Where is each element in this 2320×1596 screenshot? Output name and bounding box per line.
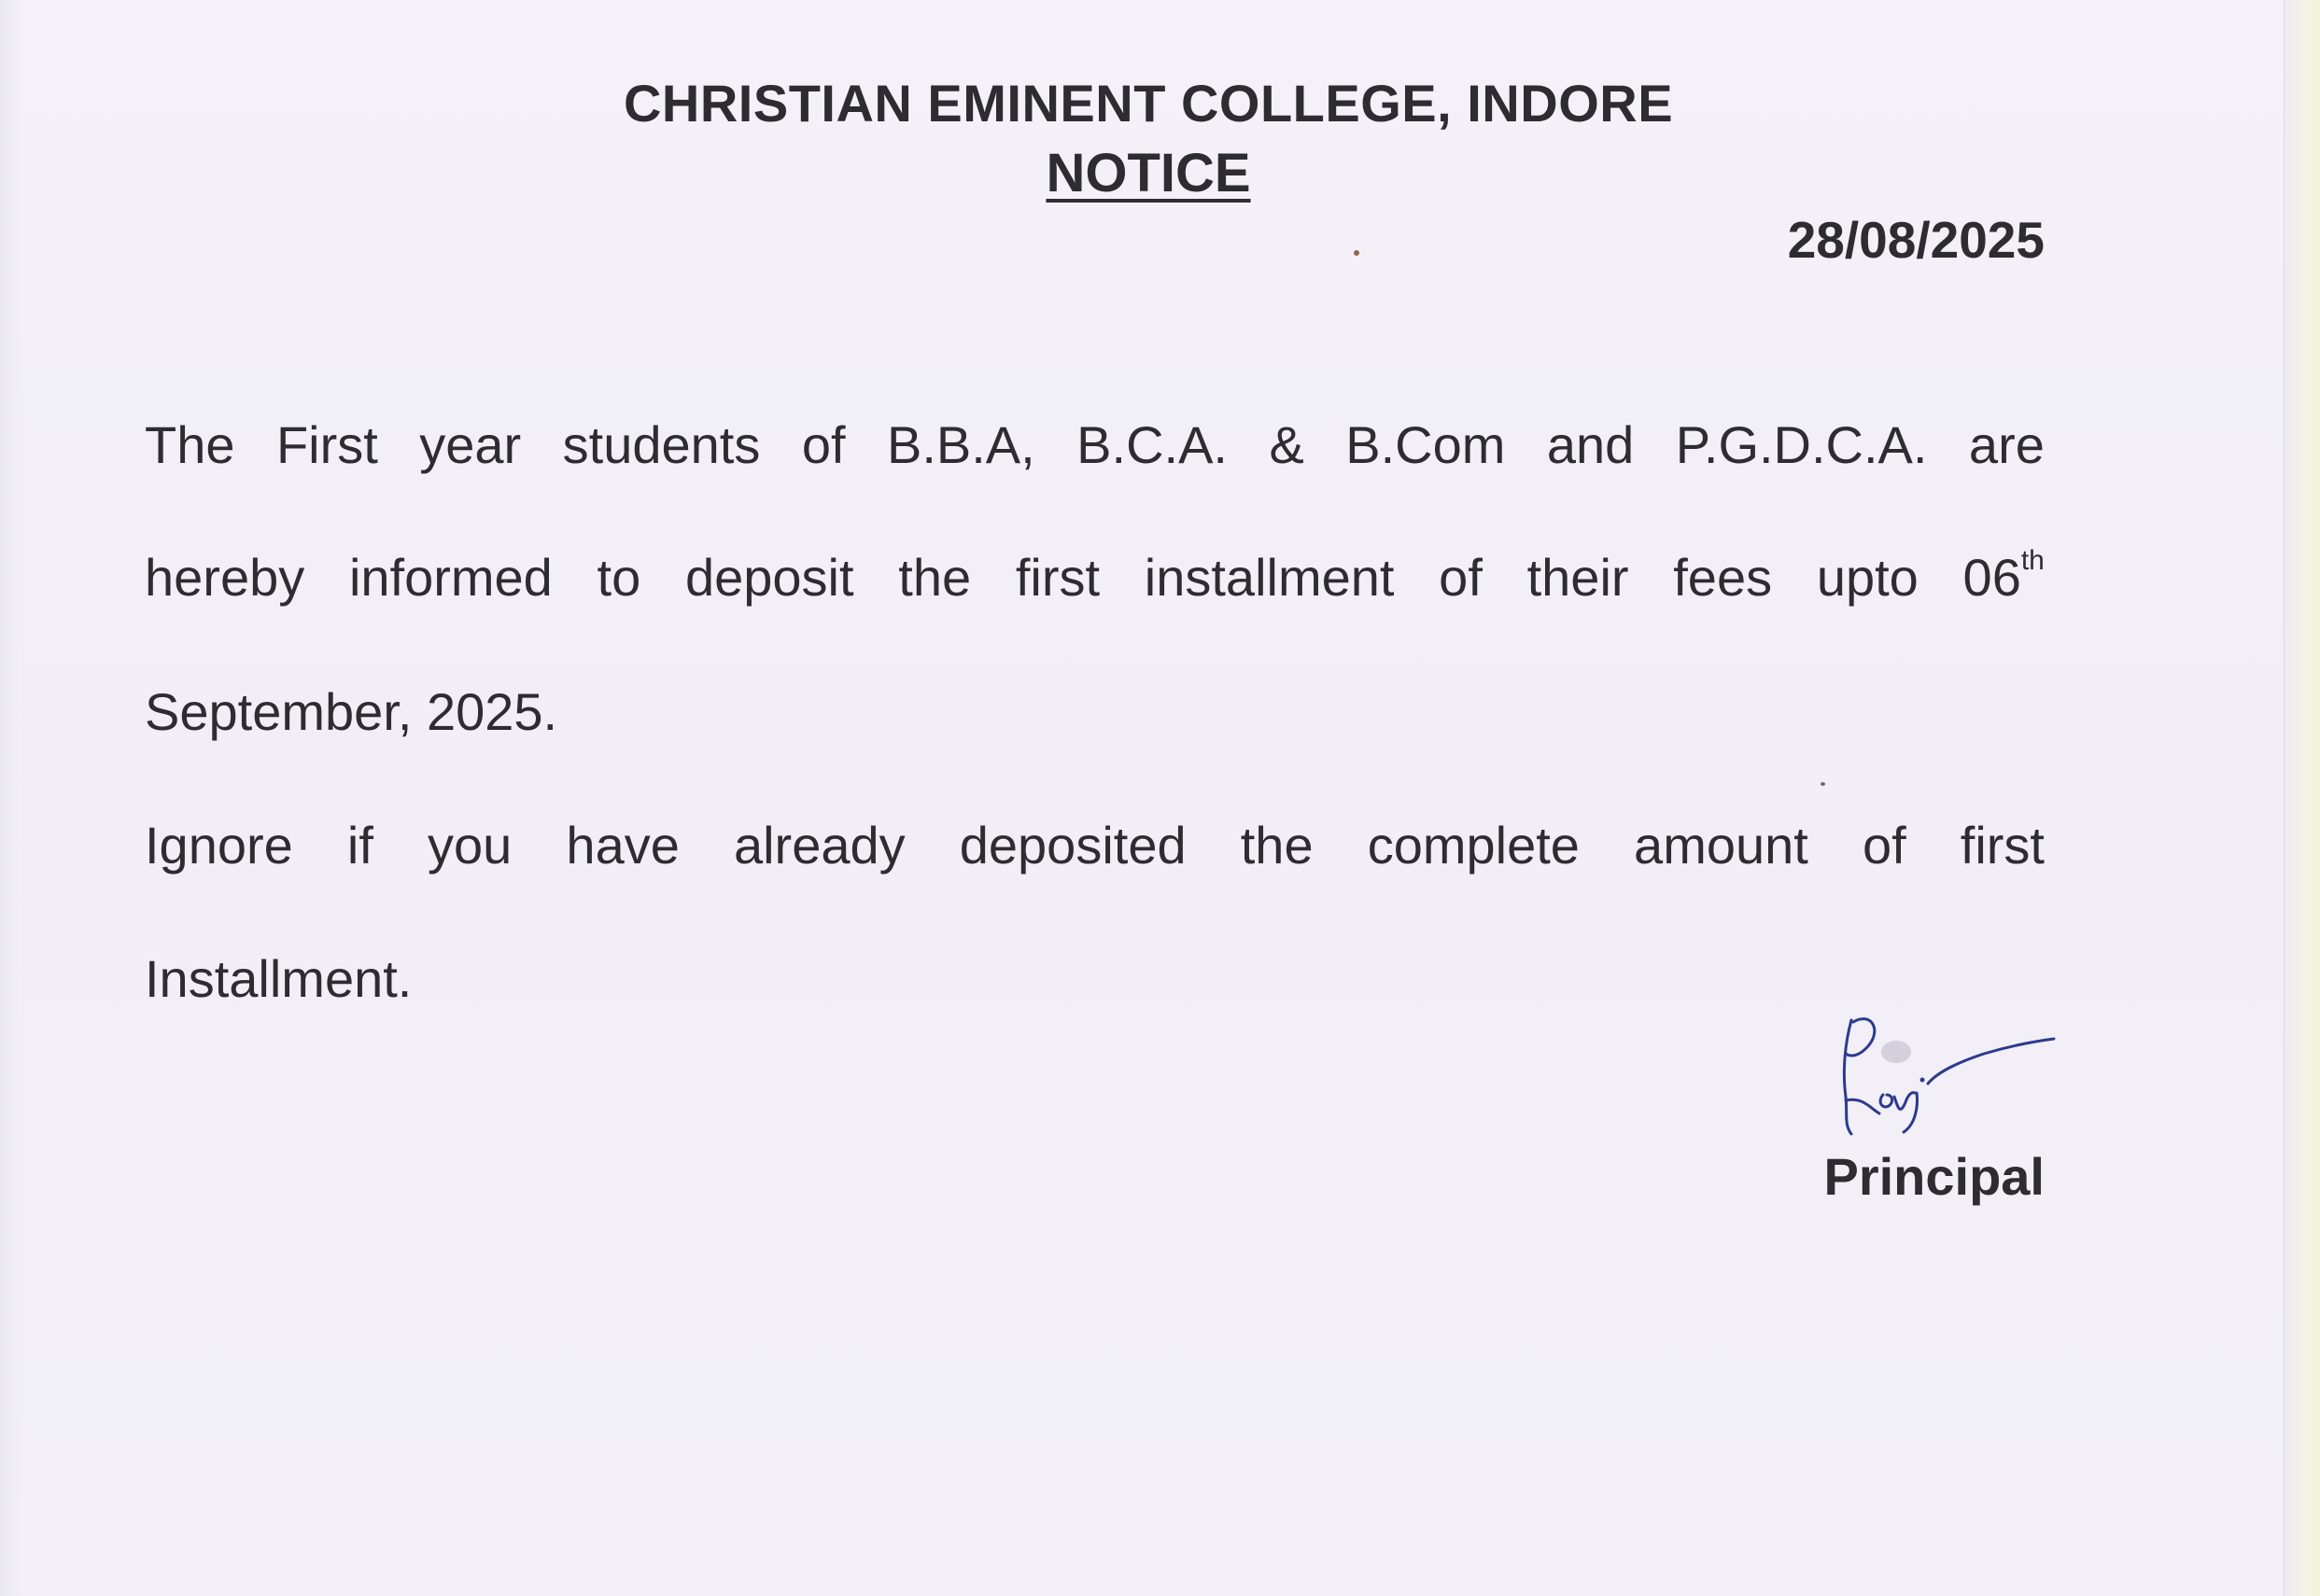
body-word: already [733,816,906,875]
body-word: amount [1634,816,1808,875]
body-word: the [1240,816,1314,875]
body-word: the [898,548,972,607]
body-word: first [1015,548,1101,607]
body-line-3: September, 2025. [145,682,558,741]
deadline-day-number: 06 [1962,548,2021,607]
body-word: & [1269,415,1304,474]
body-line-2 [145,547,2045,608]
notice-title: NOTICE [1046,143,1251,203]
body-word: hereby [145,548,305,607]
body-word: of [801,415,846,474]
body-word: have [566,816,680,875]
paper-speck [1821,782,1825,786]
body-word: and [1546,415,1635,474]
body-word: deposit [684,548,854,607]
institution-name: CHRISTIAN EMINENT COLLEGE, INDORE [623,74,1674,133]
body-word: P.G.D.C.A. [1675,415,1928,474]
notice-date: 28/08/2025 [1787,211,2045,269]
body-word: complete [1367,816,1580,875]
body-word: deposited [959,816,1187,875]
body-word: of [1439,548,1483,607]
body-word: their [1526,548,1629,607]
body-word: of [1862,816,1906,875]
scan-right-edge [2284,0,2320,1596]
body-word: B.Com [1345,415,1506,474]
body-word: informed [348,548,553,607]
scan-left-edge [0,0,21,1596]
body-word: first [1960,816,2045,875]
paper-speck [1354,250,1359,256]
body-word: upto [1816,548,1919,607]
body-line-1 [145,414,2045,475]
body-line-5: Installment. [145,949,413,1008]
deadline-day [1963,547,2045,608]
body-word: if [346,816,373,875]
body-word: The [145,415,235,474]
body-word: First [275,415,378,474]
body-word: you [428,816,513,875]
deadline-day-suffix: th [2020,545,2045,576]
body-word: students [562,415,761,474]
body-word: year [419,415,522,474]
body-word: Ignore [145,816,293,875]
body-line-4 [145,815,2045,875]
body-word: B.B.A, [886,415,1035,474]
body-word: fees [1673,548,1773,607]
signatory-title: Principal [1823,1147,2045,1206]
body-word: are [1968,415,2045,474]
body-word: installment [1144,548,1395,607]
body-word: to [597,548,641,607]
body-word: B.C.A. [1076,415,1228,474]
principal-signature [1825,1003,2068,1153]
